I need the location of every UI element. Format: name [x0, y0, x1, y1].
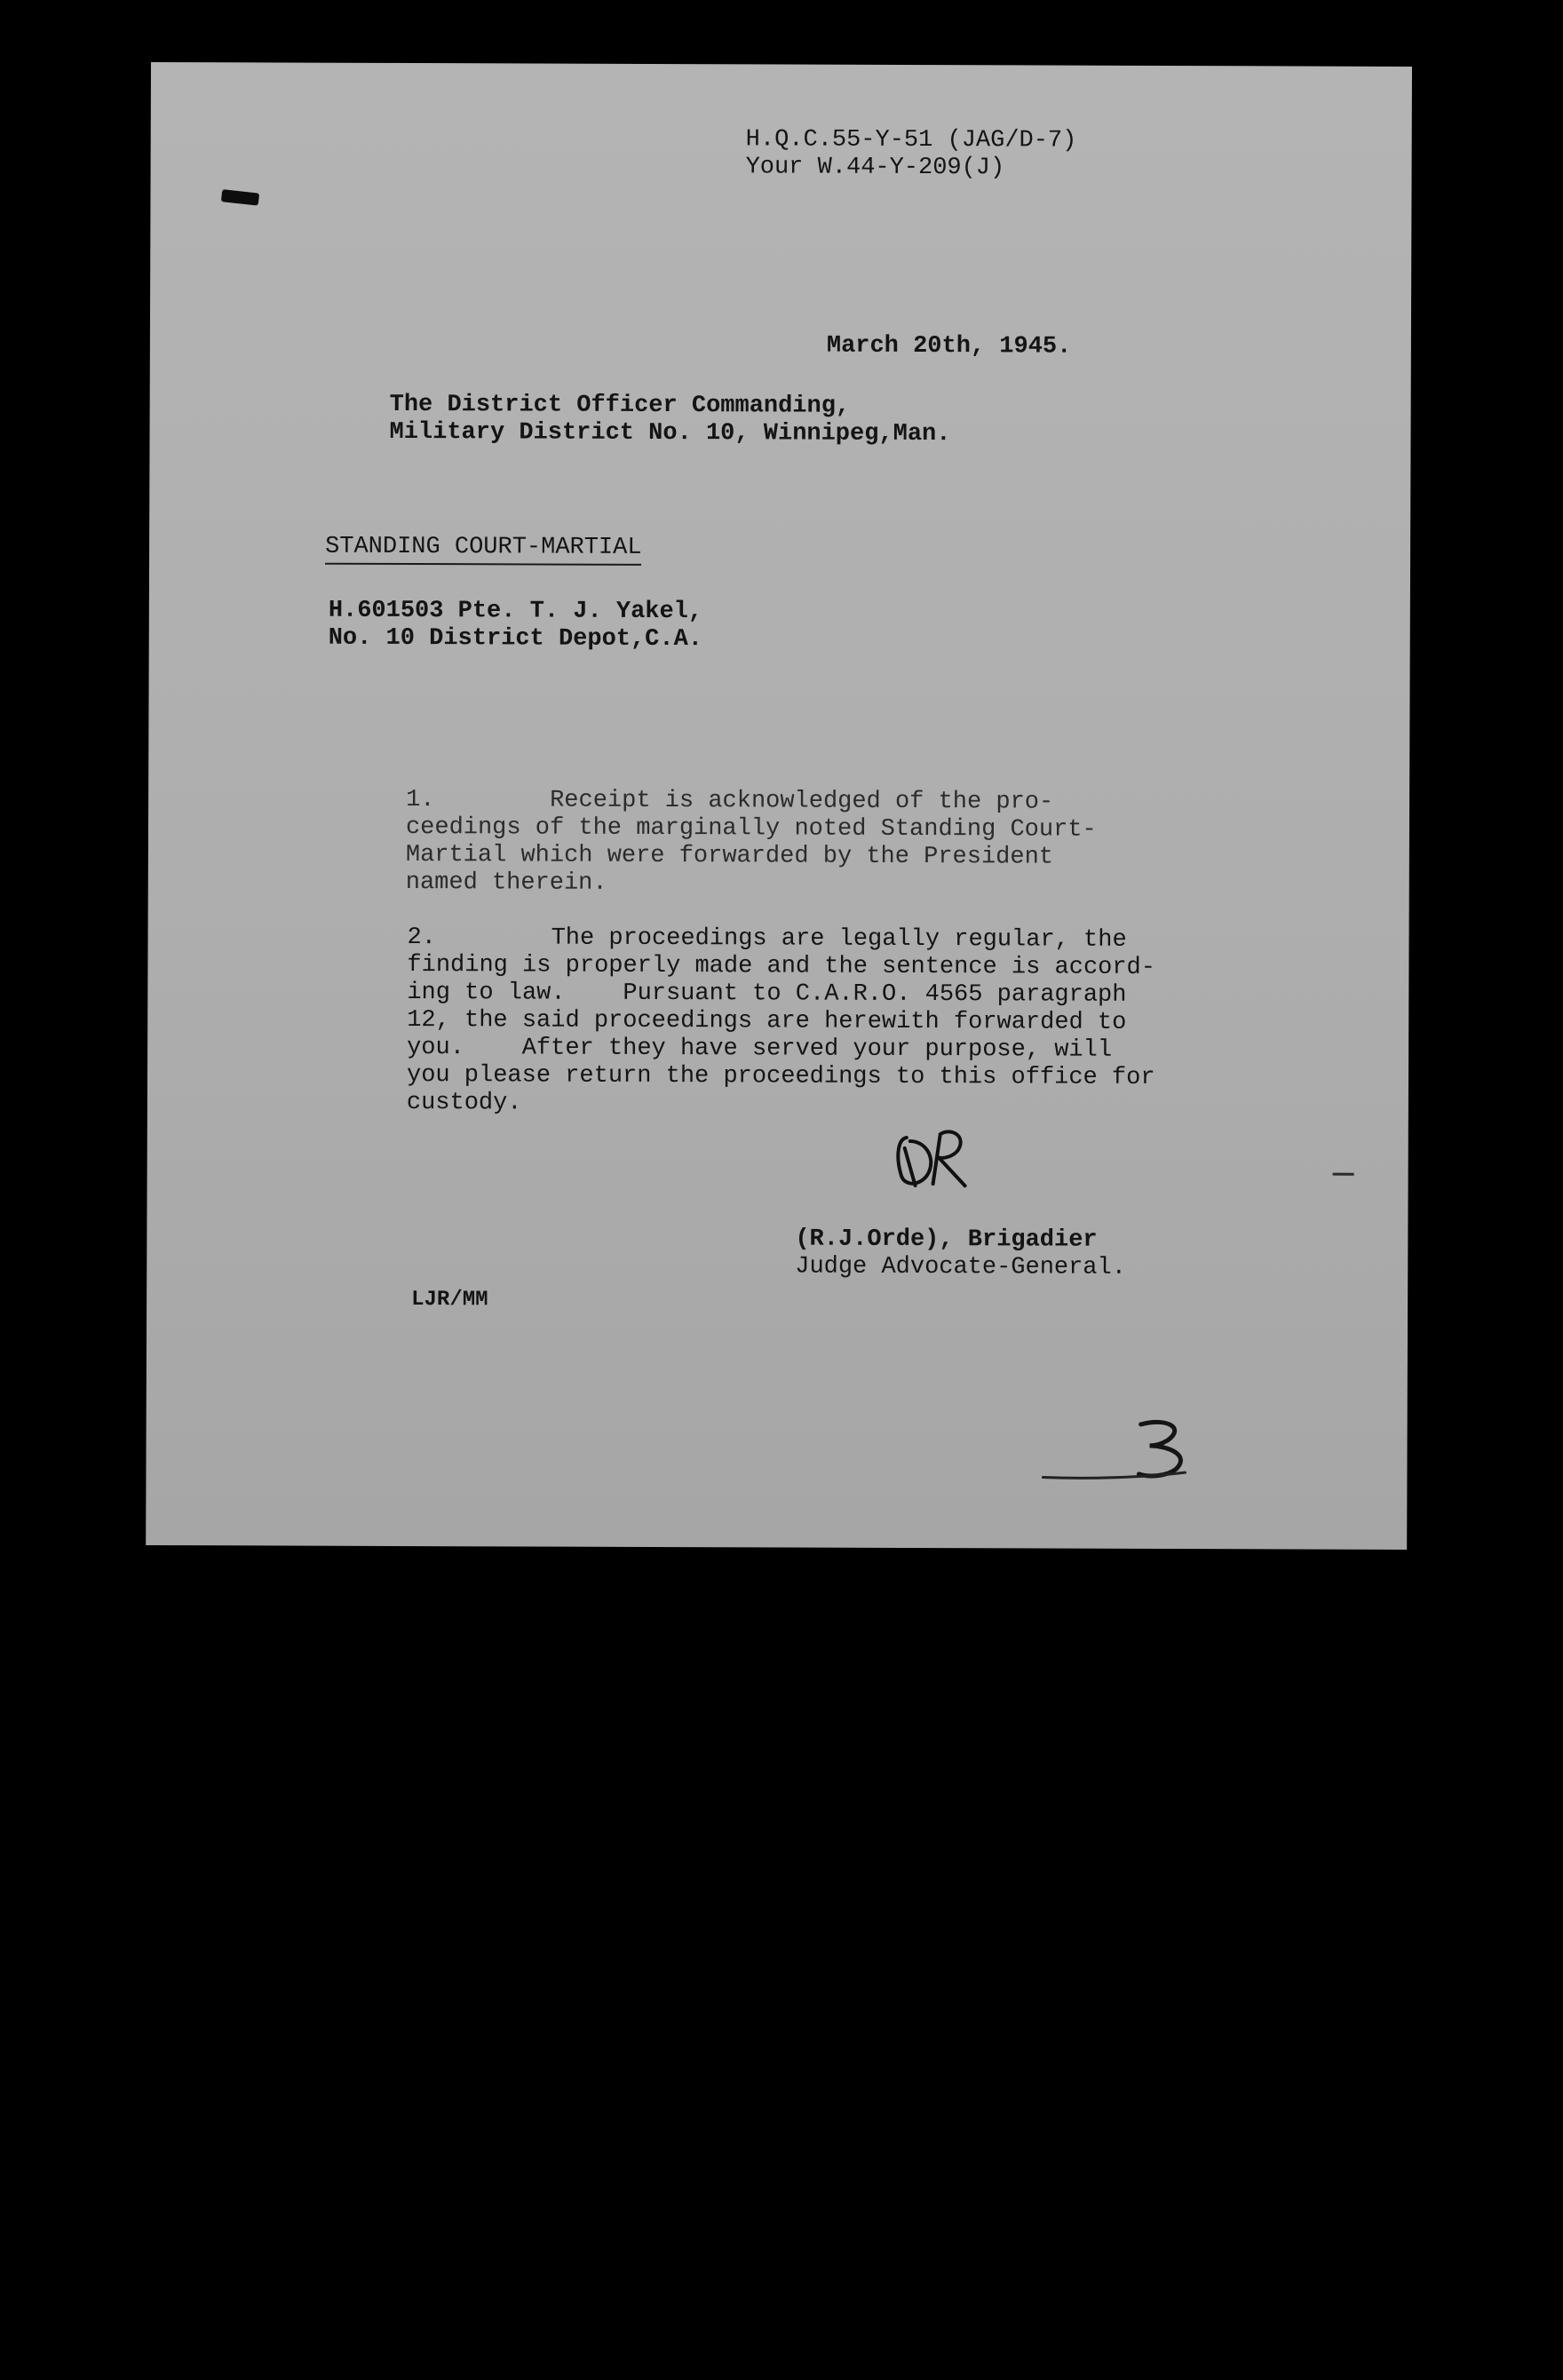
reference-line-1: H.Q.C.55-Y-51 (JAG/D-7)	[745, 126, 1077, 155]
handwritten-initials	[889, 1122, 987, 1202]
signatory-title: Judge Advocate-General.	[795, 1253, 1126, 1281]
paragraph-1-line: ceedings of the marginally noted Standing Court-	[405, 814, 1097, 844]
addressee-line-1: The District Officer Commanding,	[389, 391, 851, 420]
paragraph-2	[407, 924, 1155, 1120]
paragraph-2-line: ing to law. Pursuant to C.A.R.O. 4565 paragraph	[407, 980, 1127, 1009]
reference-line-2: Your W.44-Y-209(J)	[745, 154, 1005, 182]
paragraph-2-line: 2. The proceedings are legally regular, the	[407, 924, 1127, 954]
file-reference	[746, 126, 1077, 182]
paragraph-1-line: named therein.	[405, 869, 607, 897]
paragraph-2-line: you. After they have served your purpose, will	[407, 1035, 1113, 1064]
paragraph-2-line: 12, the said proceedings are herewith forwarded to	[407, 1007, 1127, 1036]
subject-heading: STANDING COURT-MARTIAL	[325, 534, 642, 566]
ink-smudge	[221, 189, 259, 205]
paragraph-2-line: custody.	[406, 1090, 522, 1117]
paragraph-2-line: finding is properly made and the sentence is accord-	[407, 952, 1156, 981]
typist-reference: LJR/MM	[411, 1288, 488, 1313]
member-line-1: H.601503 Pte. T. J. Yakel,	[328, 597, 703, 626]
margin-dash	[1333, 1173, 1354, 1176]
letter-page	[146, 62, 1412, 1550]
signatory-name: (R.J.Orde), Brigadier	[795, 1226, 1098, 1254]
paragraph-2-line: you please return the proceedings to this office for	[406, 1062, 1155, 1091]
member-line-2: No. 10 District Depot,C.A.	[328, 624, 703, 654]
accused-member	[329, 598, 702, 654]
paragraph-1-line: Martial which were forwarded by the President	[405, 842, 1054, 871]
handwritten-page-number	[1034, 1415, 1211, 1487]
letter-date: March 20th, 1945.	[826, 332, 1072, 361]
paragraph-1	[406, 787, 1097, 900]
paragraph-1-line: 1. Receipt is acknowledged of the pro-	[406, 787, 1054, 816]
signature-block	[795, 1226, 1126, 1282]
addressee	[389, 392, 950, 448]
addressee-line-2: Military District No. 10, Winnipeg,Man.	[389, 418, 951, 448]
